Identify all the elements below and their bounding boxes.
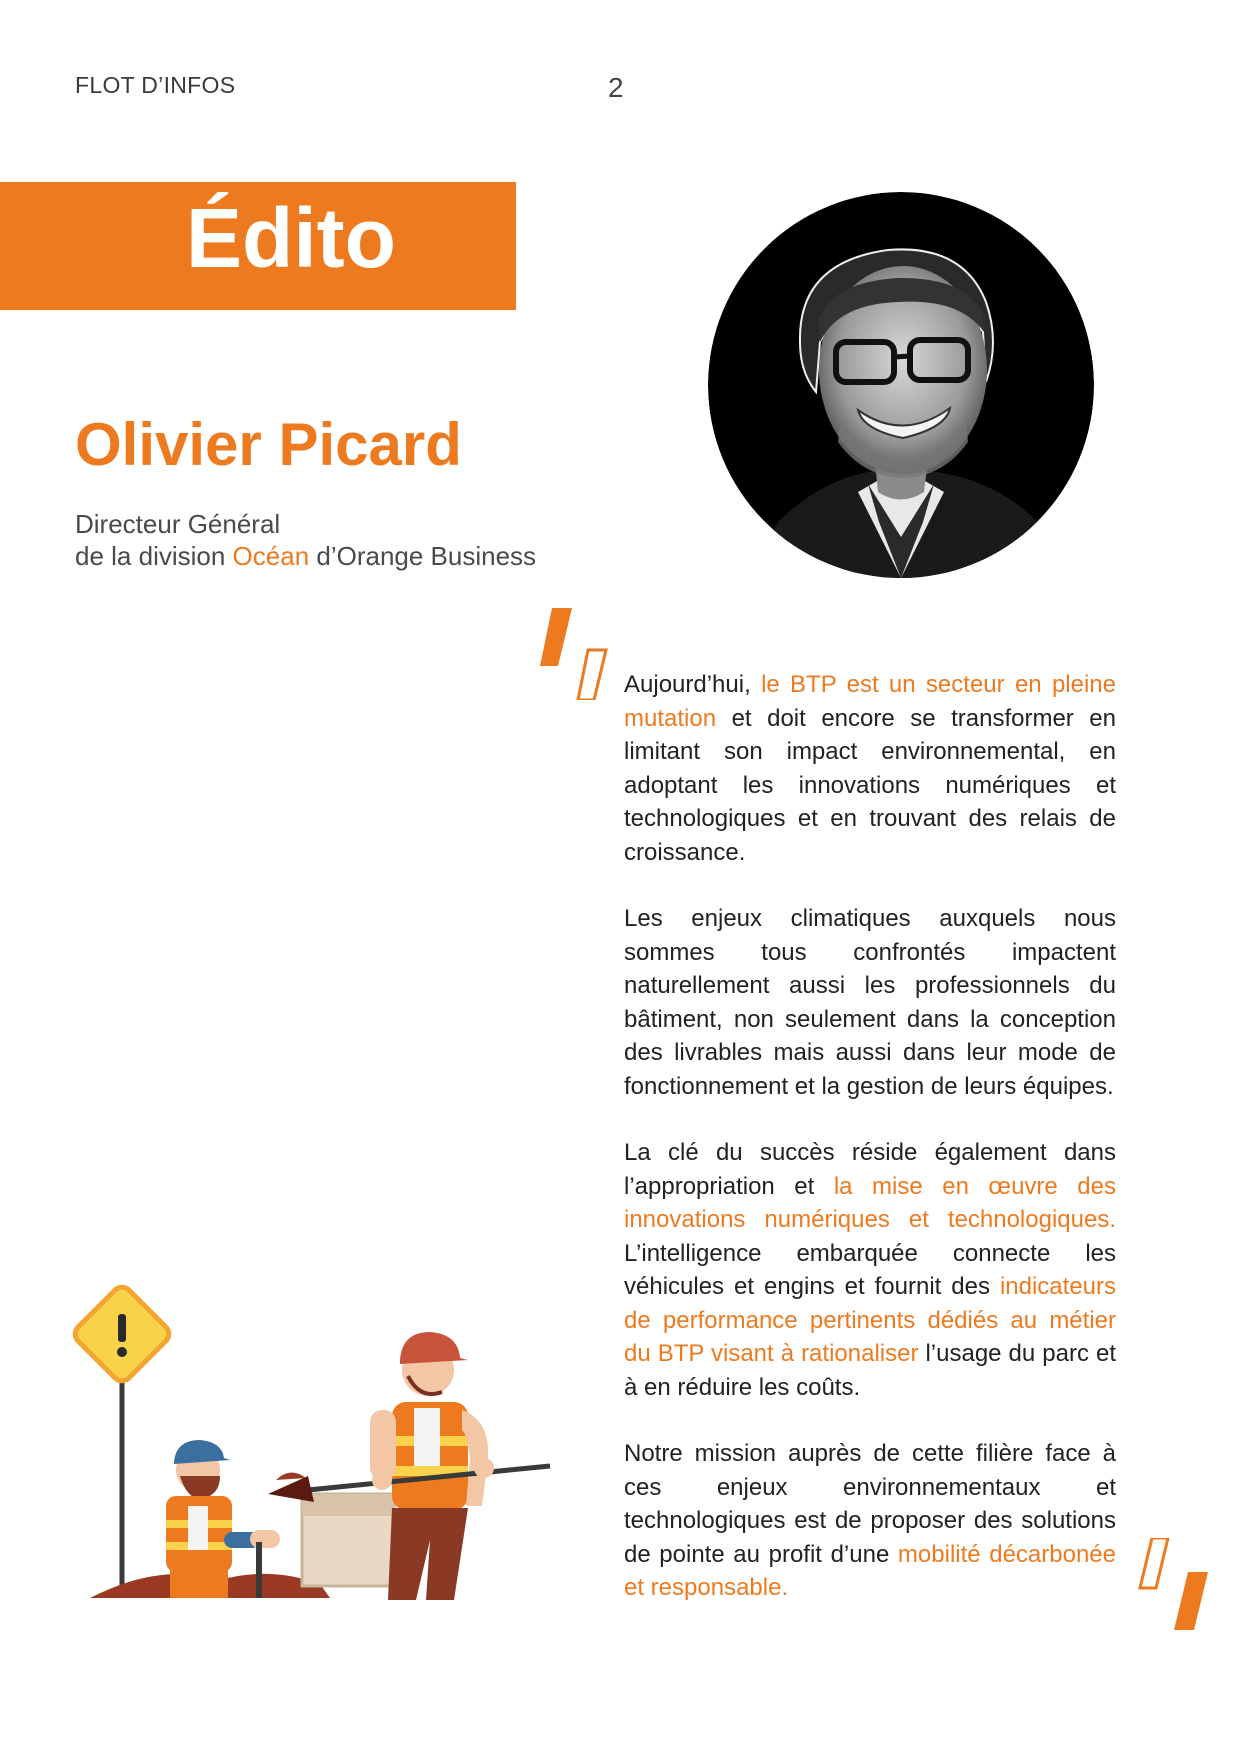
p1-highlight: le BTP est un secteur en pleine mutation <box>624 671 1116 732</box>
p3-highlight-1: la mise en œuvre des innovations numériques et technologiques. <box>624 1172 1116 1233</box>
p3-text-a: La clé du succès réside également dans l’appropriation et <box>624 1139 1116 1200</box>
author-role <box>75 508 536 572</box>
paragraph-2: Les enjeux climatiques auxquels nous sommes tous confrontés impactent naturellement aussi les professionnels du bâtiment, non seulement dans la conception des livrables mais aussi dans leur mode de fonctionnement et la gestion de leurs équipes. <box>624 905 1116 1100</box>
p4-text-a: Notre mission auprès de cette filière face à ces enjeux environnementaux et technologiques est de proposer des solutions de pointe au profit d’une <box>624 1440 1116 1568</box>
p3-text-e: l’usage du parc et à en réduire les coûts. <box>624 1340 1116 1401</box>
p3-highlight-2: indicateurs de performance pertinents dédiés au métier du BTP visant à rationaliser <box>624 1273 1116 1367</box>
paragraph-1 <box>624 668 1116 869</box>
p1-text-a: Aujourd’hui, <box>624 671 762 698</box>
paragraph-4 <box>624 1437 1116 1605</box>
p3-text-c: L’intelligence embarquée connecte les véhicules et engins et fournit des <box>624 1239 1116 1300</box>
role-text-post: d’Orange Business <box>309 541 537 571</box>
page-number: 2 <box>608 72 624 103</box>
p1-text-c: et doit encore se transformer en limitant son impact environnemental, en adoptant les innovations numériques et technologiques et en trouvant des relais de croissance. <box>624 704 1116 866</box>
running-header: FLOT D’INFOS <box>75 72 236 98</box>
author-role-line1: Directeur Général <box>75 509 281 539</box>
author-name: Olivier Picard <box>75 411 462 478</box>
construction-workers-illustration <box>70 1280 560 1610</box>
paragraph-3 <box>624 1136 1116 1404</box>
author-portrait <box>708 192 1094 578</box>
role-division-highlight: Océan <box>232 541 310 571</box>
author-role-line2 <box>75 540 536 572</box>
quote-open-icon <box>540 608 610 700</box>
role-text-pre: de la division <box>75 541 233 571</box>
edito-title: Édito <box>186 191 396 285</box>
quote-close-icon <box>1138 1538 1208 1630</box>
p4-highlight: mobilité décarbonée et responsable. <box>624 1540 1117 1601</box>
editorial-body <box>624 668 1116 1605</box>
